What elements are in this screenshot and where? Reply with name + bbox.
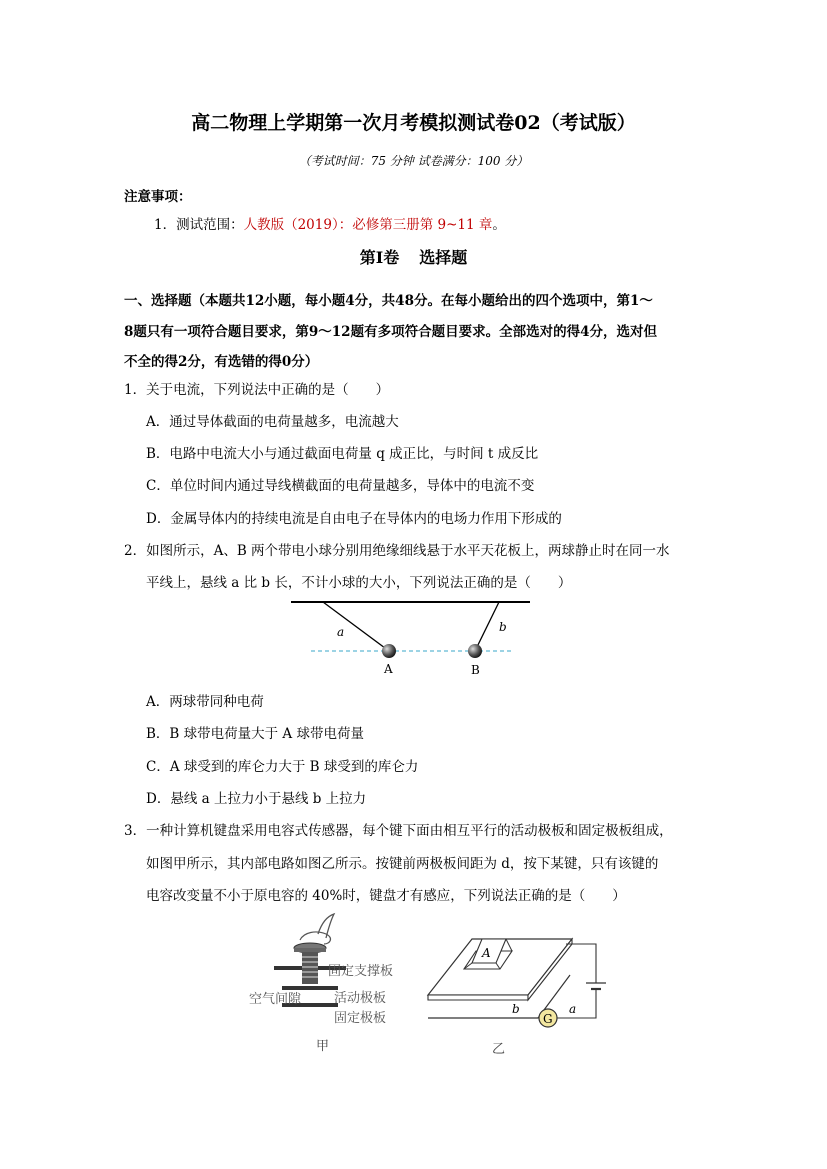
label-air-gap: 空气间隙 <box>249 992 302 1007</box>
ball-a <box>382 644 396 658</box>
point-b-label: b <box>512 1002 520 1016</box>
question-2-option-d: D．悬线 a 上拉力小于悬线 b 上拉力 <box>146 791 367 807</box>
figure-yi-circuit <box>420 915 610 1060</box>
part1-instruction-line1: 一、选择题（本题共12小题，每小题4分，共48分。在每小题给出的四个选项中，第1～ <box>124 293 653 309</box>
ball-b-label: B <box>471 663 480 677</box>
scope-suffix: 。 <box>492 217 506 233</box>
string-a-label: a <box>337 625 345 639</box>
question-3-stem-line2: 如图甲所示，其内部电路如图乙所示。按键前两极板间距为 d，按下某键，只有该键的 <box>146 856 659 872</box>
question-2-option-a: A．两球带同种电荷 <box>146 694 264 710</box>
figure-yi-caption: 乙 <box>492 1042 506 1057</box>
label-fixed-support: 固定支撑板 <box>328 964 394 979</box>
ball-a-label: A <box>384 662 393 676</box>
exam-info: （考试时间：75 分钟 试卷满分：100 分） <box>298 154 529 168</box>
label-fixed-plate: 固定极板 <box>334 1011 387 1026</box>
string-b <box>475 602 499 651</box>
notice-heading: 注意事项： <box>124 189 192 205</box>
wire-top <box>566 944 596 983</box>
question-2-option-b: B．B 球带电荷量大于 A 球带电荷量 <box>146 726 364 742</box>
question-2-stem-line2: 平线上，悬线 a 比 b 长，不计小球的大小，下列说法正确的是（ ） <box>146 575 572 591</box>
ball-b <box>468 644 482 658</box>
question-1-option-a: A．通过导体截面的电荷量越多，电流越大 <box>146 414 399 430</box>
question-2-option-c: C．A 球受到的库仑力大于 B 球受到的库仑力 <box>146 759 419 775</box>
section-title <box>0 245 827 268</box>
question-1-option-c: C．单位时间内通过导线横截面的电荷量越多，导体中的电流不变 <box>146 478 535 494</box>
galvanometer-label: G <box>543 1012 553 1026</box>
question-1-option-b: B．电路中电流大小与通过截面电荷量 q 成正比，与时间 t 成反比 <box>146 446 539 462</box>
string-a <box>323 602 389 651</box>
label-movable-plate: 活动极板 <box>334 991 387 1006</box>
movable-plate <box>282 986 338 990</box>
figure-jia-keyboard-key <box>244 910 404 1060</box>
string-b-label: b <box>499 620 507 634</box>
figure-suspended-charges <box>285 596 535 682</box>
part1-instruction-line2: 8题只有一项符合题目要求，第9～12题有多项符合题目要求。全部选对的得4分，选对但 <box>124 324 657 340</box>
fixed-support-plate-left <box>274 966 302 970</box>
scope-prefix: 1．测试范围： <box>154 217 244 233</box>
scope-range: 人教版（2019）：必修第三册第 9~11 章 <box>243 217 493 233</box>
key-label: A <box>482 946 491 960</box>
figure-jia-caption: 甲 <box>316 1039 330 1054</box>
wire-right <box>557 989 596 1018</box>
question-2-stem-line1: 2．如图所示，A、B 两个带电小球分别用绝缘细线悬于水平天花板上，两球静止时在同一水 <box>124 543 670 559</box>
notice-item-scope <box>154 213 506 233</box>
page-title: 高二物理上学期第一次月考模拟测试卷02（考试版） <box>191 112 636 134</box>
question-1-option-d: D．金属导体内的持续电流是自由电子在导体内的电场力作用下形成的 <box>146 511 562 527</box>
section-title-part2: 选择题 <box>419 248 468 267</box>
question-1-stem: 1．关于电流，下列说法中正确的是（ ） <box>124 382 390 398</box>
question-3-stem-line3: 电容改变量不小于原电容的 40%时，键盘才有感应，下列说法正确的是（ ） <box>146 888 626 904</box>
section-title-part1: 第Ⅰ卷 <box>359 248 400 267</box>
point-a-label: a <box>569 1002 577 1016</box>
part1-instruction-line3: 不全的得2分，有选错的得0分） <box>124 354 319 370</box>
question-3-stem-line1: 3．一种计算机键盘采用电容式传感器，每个键下面由相互平行的活动极板和固定极板组成， <box>124 823 673 839</box>
